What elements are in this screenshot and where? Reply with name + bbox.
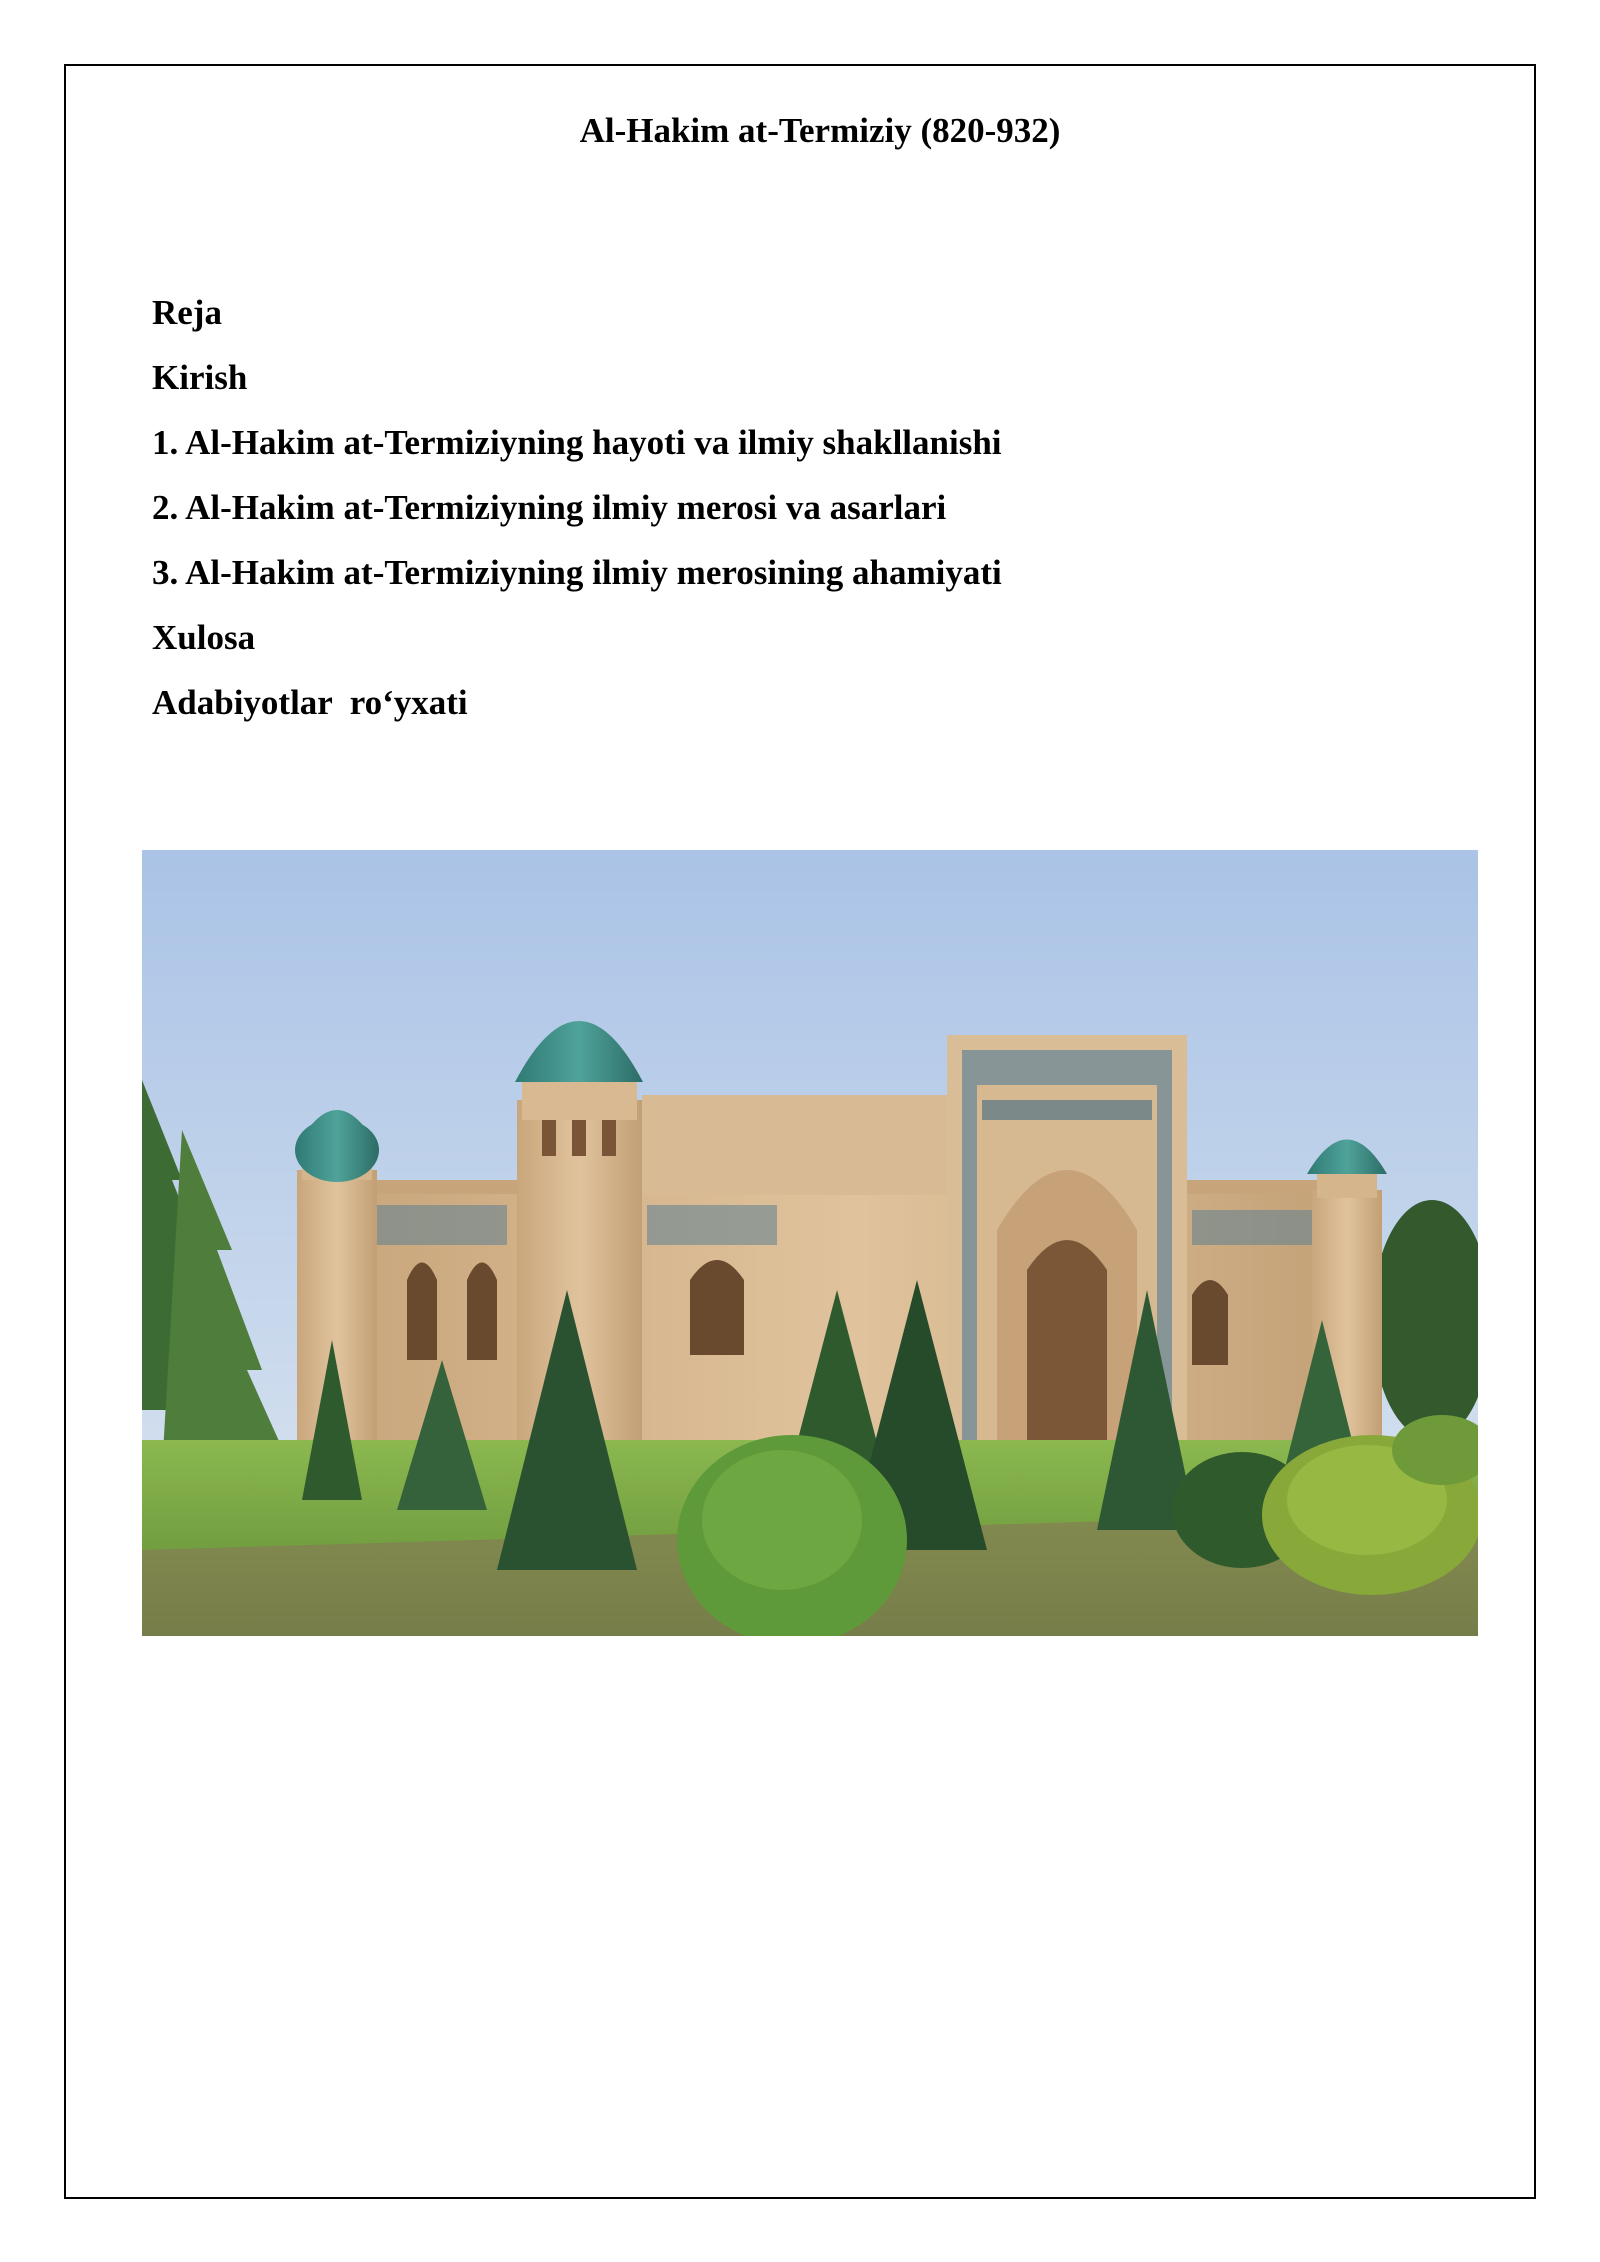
- outline-item-adabiyotlar: Adabiyotlar ro‘yxati: [152, 683, 468, 722]
- outline-item-reja: Reja: [152, 293, 222, 332]
- document-title: Al-Hakim at-Termiziy (820-932): [579, 111, 1061, 150]
- mausoleum-photo: [142, 850, 1478, 1636]
- outline-item-1: 1. Al-Hakim at-Termiziyning hayoti va ilmiy shakllanishi: [152, 423, 1002, 462]
- mausoleum-illustration: [142, 850, 1478, 1636]
- outline-item-3: 3. Al-Hakim at-Termiziyning ilmiy merosining ahamiyati: [152, 553, 1002, 592]
- plan-outline: [152, 280, 1002, 735]
- outline-item-xulosa: Xulosa: [152, 618, 256, 657]
- outline-item-2: 2. Al-Hakim at-Termiziyning ilmiy merosi va asarlari: [152, 488, 947, 527]
- outline-item-kirish: Kirish: [152, 358, 248, 397]
